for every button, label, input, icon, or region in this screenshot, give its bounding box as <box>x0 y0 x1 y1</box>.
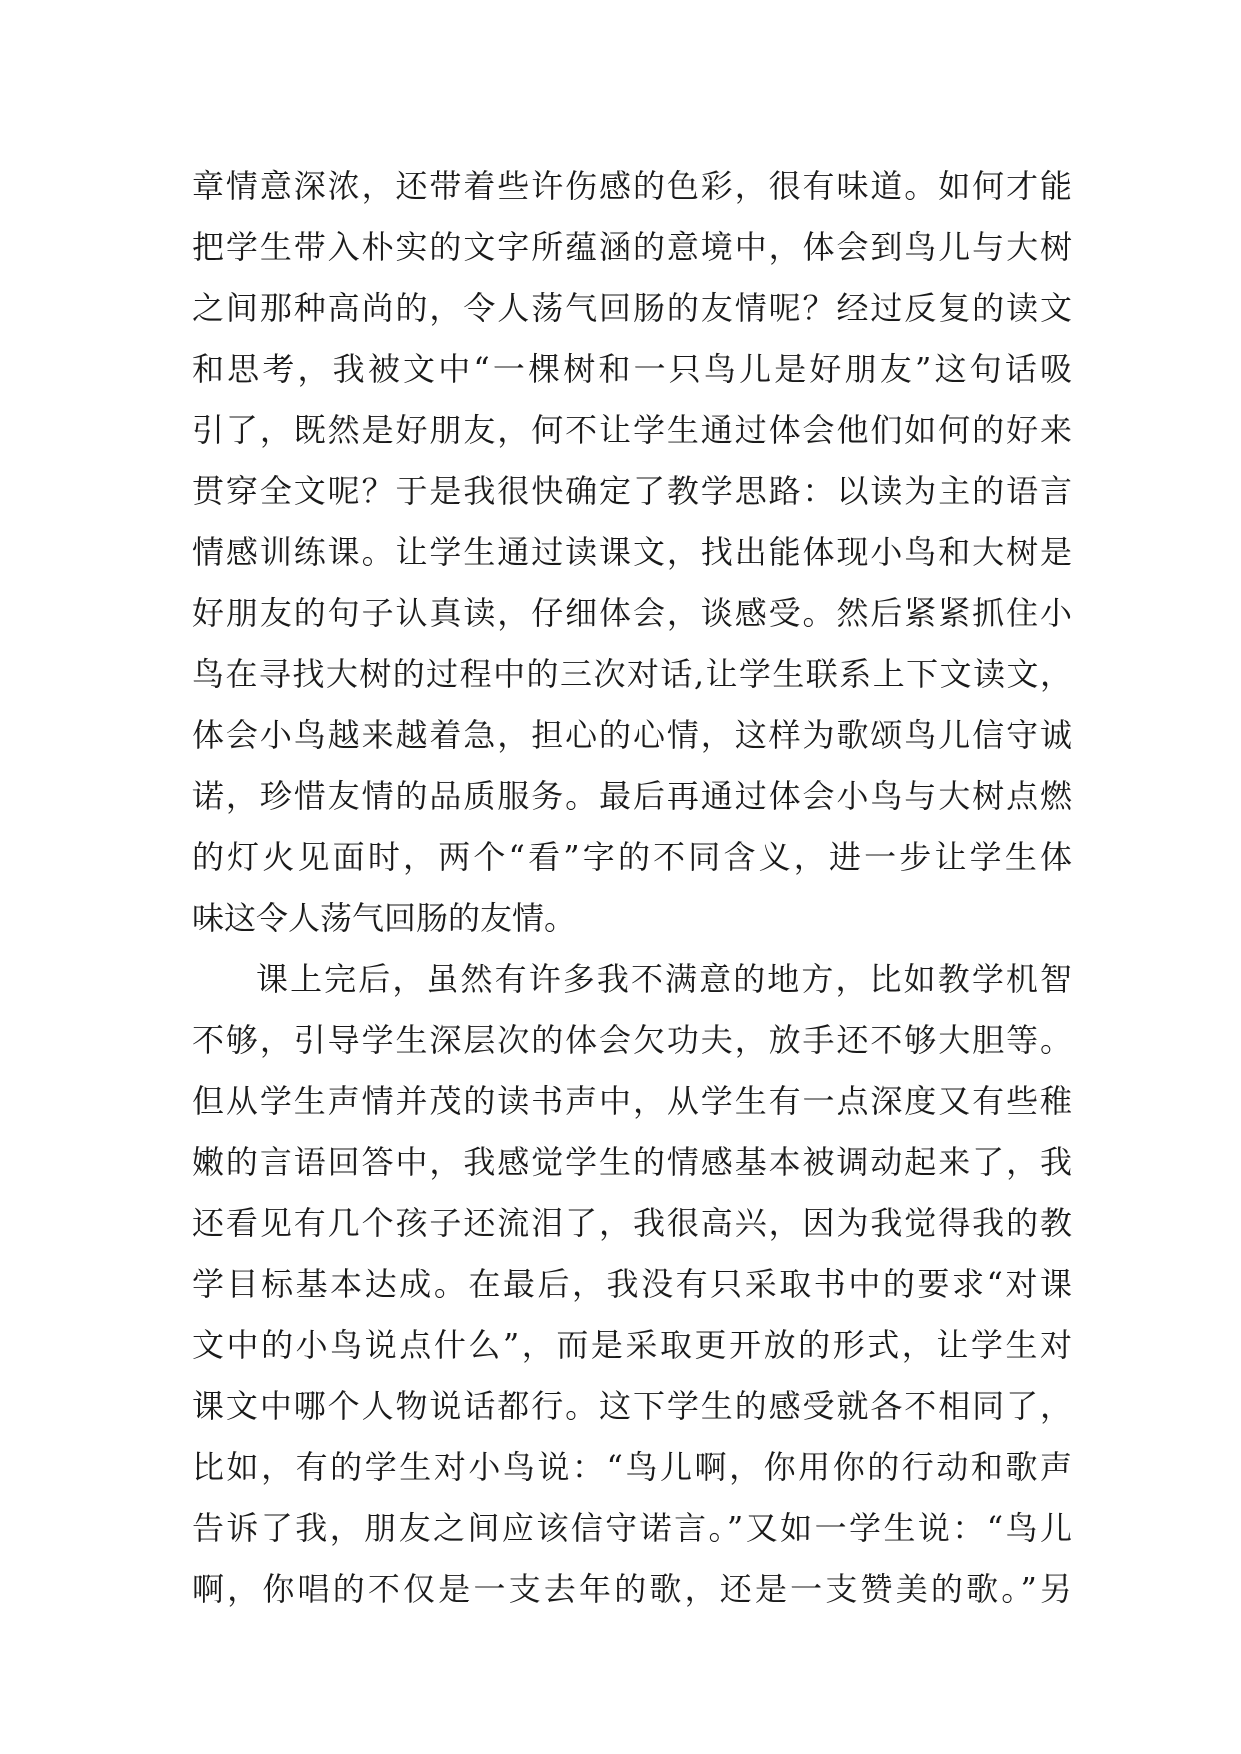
text-line: 嫩的言语回答中，我感觉学生的情感基本被调动起来了，我 <box>192 1143 1072 1181</box>
text-line: 和思考，我被文中“一棵树和一只鸟儿是好朋友”这句话吸 <box>192 350 1072 388</box>
text-line: 情感训练课。让学生通过读课文，找出能体现小鸟和大树是 <box>192 533 1072 571</box>
text-line: 文中的小鸟说点什么”，而是采取更开放的形式，让学生对 <box>192 1326 1072 1364</box>
text-line: 但从学生声情并茂的读书声中，从学生有一点深度又有些稚 <box>192 1082 1072 1120</box>
text-line: 学目标基本达成。在最后，我没有只采取书中的要求“对课 <box>192 1265 1072 1303</box>
text-line: 引了，既然是好朋友，何不让学生通过体会他们如何的好来 <box>192 411 1072 449</box>
text-line: 课文中哪个人物说话都行。这下学生的感受就各不相同了， <box>192 1387 1072 1425</box>
paragraph-2 <box>192 949 1072 1620</box>
text-line: 比如，有的学生对小鸟说：“鸟儿啊，你用你的行动和歌声 <box>192 1448 1072 1486</box>
text-line: 不够，引导学生深层次的体会欠功夫，放手还不够大胆等。 <box>192 1021 1072 1059</box>
paragraph-1 <box>192 156 1072 949</box>
text-line: 之间那种高尚的，令人荡气回肠的友情呢？经过反复的读文 <box>192 289 1072 327</box>
text-line: 课上完后，虽然有许多我不满意的地方，比如教学机智 <box>256 960 1072 998</box>
text-line: 告诉了我，朋友之间应该信守诺言。”又如一学生说：“鸟儿 <box>192 1509 1072 1547</box>
text-line: 好朋友的句子认真读，仔细体会，谈感受。然后紧紧抓住小 <box>192 594 1072 632</box>
text-line: 体会小鸟越来越着急，担心的心情，这样为歌颂鸟儿信守诚 <box>192 716 1072 754</box>
text-line: 诺，珍惜友情的品质服务。最后再通过体会小鸟与大树点燃 <box>192 777 1072 815</box>
text-line: 鸟在寻找大树的过程中的三次对话,让学生联系上下文读文， <box>192 655 1072 693</box>
text-line: 贯穿全文呢？于是我很快确定了教学思路：以读为主的语言 <box>192 472 1072 510</box>
text-line: 章情意深浓，还带着些许伤感的色彩，很有味道。如何才能 <box>192 167 1072 205</box>
text-line: 把学生带入朴实的文字所蕴涵的意境中，体会到鸟儿与大树 <box>192 228 1072 266</box>
document-body <box>192 156 1072 1620</box>
text-line: 味这令人荡气回肠的友情。 <box>192 899 577 937</box>
text-line: 啊，你唱的不仅是一支去年的歌，还是一支赞美的歌。”另 <box>192 1570 1072 1608</box>
text-line: 还看见有几个孩子还流泪了，我很高兴，因为我觉得我的教 <box>192 1204 1072 1242</box>
text-line: 的灯火见面时，两个“看”字的不同含义，进一步让学生体 <box>192 838 1072 876</box>
